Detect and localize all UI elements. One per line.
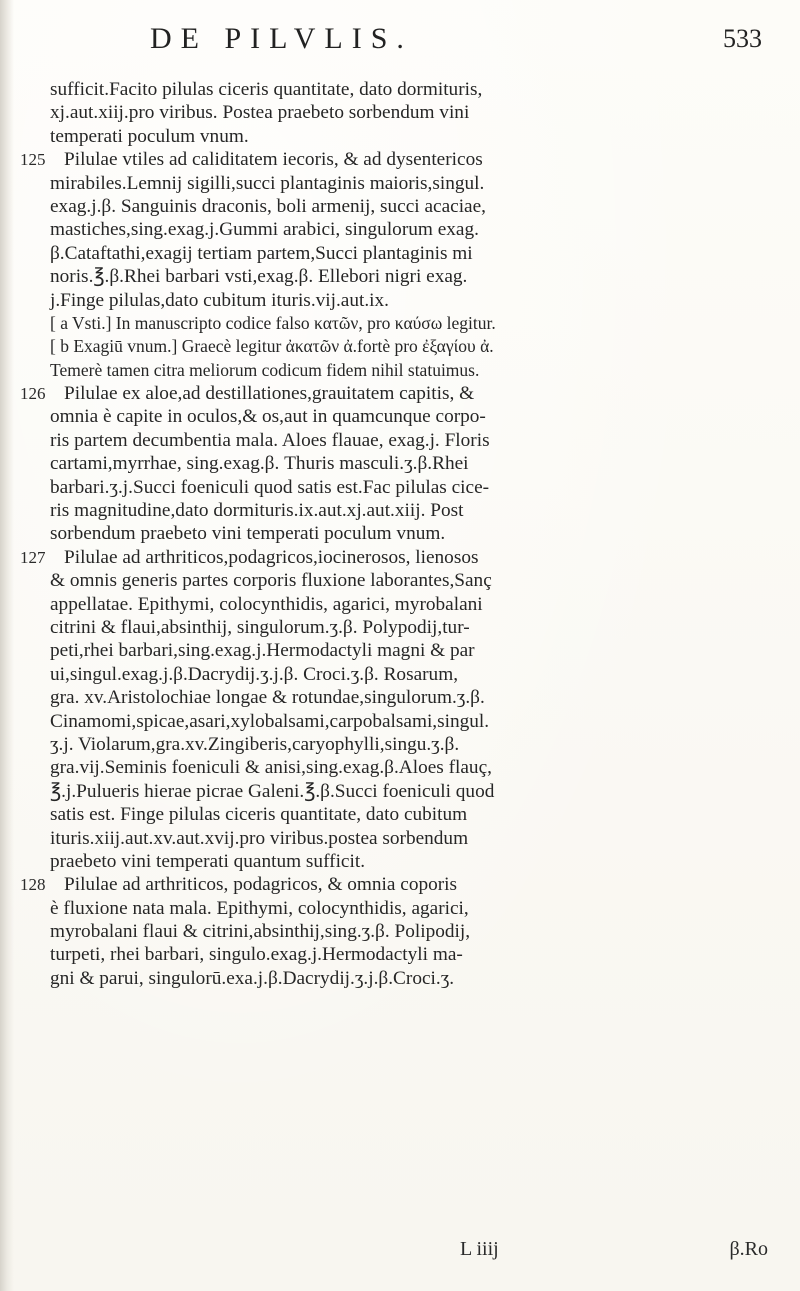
catchword: β.Ro	[729, 1238, 768, 1260]
text-line	[50, 405, 790, 428]
text-line	[50, 686, 790, 709]
text-line	[50, 476, 790, 499]
text-line	[50, 639, 790, 662]
footnote-line	[50, 359, 790, 382]
page-header	[150, 22, 770, 62]
page-number: 533	[723, 24, 762, 53]
text-line	[20, 148, 790, 171]
text-line	[50, 172, 790, 195]
text-line	[50, 710, 790, 733]
line-text: noris.℥.β.Rhei barbari vsti,exag.β. Ellebori nigri exag.	[50, 266, 468, 288]
line-text: gra.vij.Seminis foeniculi & anisi,sing.exag.β.Aloes flauç,	[50, 757, 492, 779]
line-text: mirabiles.Lemnij sigilli,succi plantaginis maioris,singul.	[50, 172, 485, 194]
line-text: Pilulae vtiles ad caliditatem iecoris, & ad dysentericos	[64, 149, 483, 171]
line-text: gra. xv.Aristolochiae longae & rotundae,singulorum.ʒ.β.	[50, 687, 485, 709]
text-line	[50, 756, 790, 779]
running-head: DE PILVLIS.	[150, 22, 413, 55]
footnote-line	[50, 335, 790, 358]
text-line	[50, 78, 790, 101]
text-line	[50, 733, 790, 756]
line-text: myrobalani flaui & citrini,absinthij,sing.ʒ.β. Polipodij,	[50, 921, 471, 943]
text-line	[50, 101, 790, 124]
text-line	[50, 616, 790, 639]
line-text: barbari.ʒ.j.Succi foeniculi quod satis est.Fac pilulas cice-	[50, 476, 490, 498]
line-text: satis est. Finge pilulas ciceris quantitate, dato cubitum	[50, 804, 468, 826]
text-line	[50, 452, 790, 475]
line-text: citrini & flaui,absinthij, singulorum.ʒ.β. Polypodij,tur-	[50, 616, 470, 638]
text-line	[50, 920, 790, 943]
text-line	[20, 546, 790, 569]
text-line	[50, 967, 790, 990]
text-line	[50, 522, 790, 545]
text-line	[50, 125, 790, 148]
line-text: Pilulae ex aloe,ad destillationes,grauitatem capitis, &	[64, 383, 475, 405]
line-text: [ a Vsti.] In manuscripto codice falso κατῶν, pro καύσω legitur.	[50, 312, 496, 333]
line-text: & omnis generis partes corporis fluxione laborantes,Sanç	[50, 570, 492, 592]
line-text: ris magnitudine,dato dormituris.ix.aut.xj.aut.xiij. Post	[50, 500, 464, 522]
text-line	[50, 827, 790, 850]
line-text: gni & parui, singulorū.exa.j.β.Dacrydij.ʒ.j.β.Croci.ʒ.	[50, 967, 455, 989]
line-text: omnia è capite in oculos,& os,aut in quamcunque corpo-	[50, 406, 486, 428]
text-line	[50, 569, 790, 592]
line-text: sufficit.Facito pilulas ciceris quantitate, dato dormituris,	[50, 79, 483, 100]
text-line	[50, 780, 790, 803]
text-line	[50, 850, 790, 873]
line-text: ʒ.j. Violarum,gra.xv.Zingiberis,caryophylli,singu.ʒ.β.	[50, 733, 460, 755]
text-line	[50, 499, 790, 522]
text-line	[50, 289, 790, 312]
line-text: β.Cataftathi,exagij tertiam partem,Succi plantaginis mi	[50, 242, 473, 264]
text-line	[50, 195, 790, 218]
body-text	[20, 78, 790, 990]
line-text: ui,singul.exag.j.β.Dacrydij.ʒ.j.β. Croci.ʒ.β. Rosarum,	[50, 663, 459, 685]
footnote-line	[50, 312, 790, 335]
signature-mark: L iiij	[460, 1238, 499, 1260]
line-text: exag.j.β. Sanguinis draconis, boli armenij, succi acaciae,	[50, 195, 486, 217]
text-line	[20, 382, 790, 405]
text-line	[50, 265, 790, 288]
text-line	[50, 242, 790, 265]
line-text: turpeti, rhei barbari, singulo.exag.j.Hermodactyli ma-	[50, 944, 463, 966]
line-text: [ b Exagiū vnum.] Graecè legitur ἀκατῶν ἀ.fortè pro ἐξαγίου ἀ.	[50, 336, 494, 357]
text-line	[50, 897, 790, 920]
line-text: ris partem decumbentia mala. Aloes flauae, exag.j. Floris	[50, 429, 490, 451]
text-line	[50, 593, 790, 616]
line-text: j.Finge pilulas,dato cubitum ituris.vij.aut.ix.	[50, 289, 390, 311]
paragraph-number: 127	[20, 547, 46, 567]
line-text: Cinamomi,spicae,asari,xylobalsami,carpobalsami,singul.	[50, 710, 490, 732]
text-line	[50, 803, 790, 826]
line-text: Pilulae ad arthriticos,podagricos,iocinerosos, lienosos	[64, 546, 479, 568]
line-text: ℥.j.Pulueris hierae picrae Galeni.℥.β.Succi foeniculi quod	[50, 780, 495, 802]
line-text: peti,rhei barbari,sing.exag.j.Hermodactyli magni & par	[50, 640, 475, 662]
binding-shadow	[0, 0, 14, 1291]
line-text: appellatae. Epithymi, colocynthidis, agarici, myrobalani	[50, 593, 483, 615]
text-line	[50, 663, 790, 686]
line-text: cartami,myrrhae, sing.exag.β. Thuris masculi.ʒ.β.Rhei	[50, 453, 469, 475]
page-footer	[400, 1238, 780, 1264]
line-text: Pilulae ad arthriticos, podagricos, & omnia coporis	[64, 874, 458, 896]
line-text: Temerè tamen citra meliorum codicum fidem nihil statuimus.	[50, 359, 480, 380]
text-line	[50, 429, 790, 452]
line-text: xj.aut.xiij.pro viribus. Postea praebeto sorbendum vini	[50, 102, 470, 124]
line-text: temperati poculum vnum.	[50, 125, 249, 147]
line-text: sorbendum praebeto vini temperati poculum vnum.	[50, 523, 446, 545]
text-line	[50, 218, 790, 241]
line-text: è fluxione nata mala. Epithymi, colocynthidis, agarici,	[50, 897, 469, 919]
line-text: praebeto vini temperati quantum sufficit.	[50, 850, 366, 872]
line-text: ituris.xiij.aut.xv.aut.xvij.pro viribus.postea sorbendum	[50, 827, 469, 849]
line-text: mastiches,sing.exag.j.Gummi arabici, singulorum exag.	[50, 219, 479, 241]
text-line	[50, 943, 790, 966]
paragraph-number: 128	[20, 875, 46, 895]
paragraph-number: 126	[20, 384, 46, 404]
text-line	[20, 873, 790, 896]
paragraph-number: 125	[20, 150, 46, 170]
